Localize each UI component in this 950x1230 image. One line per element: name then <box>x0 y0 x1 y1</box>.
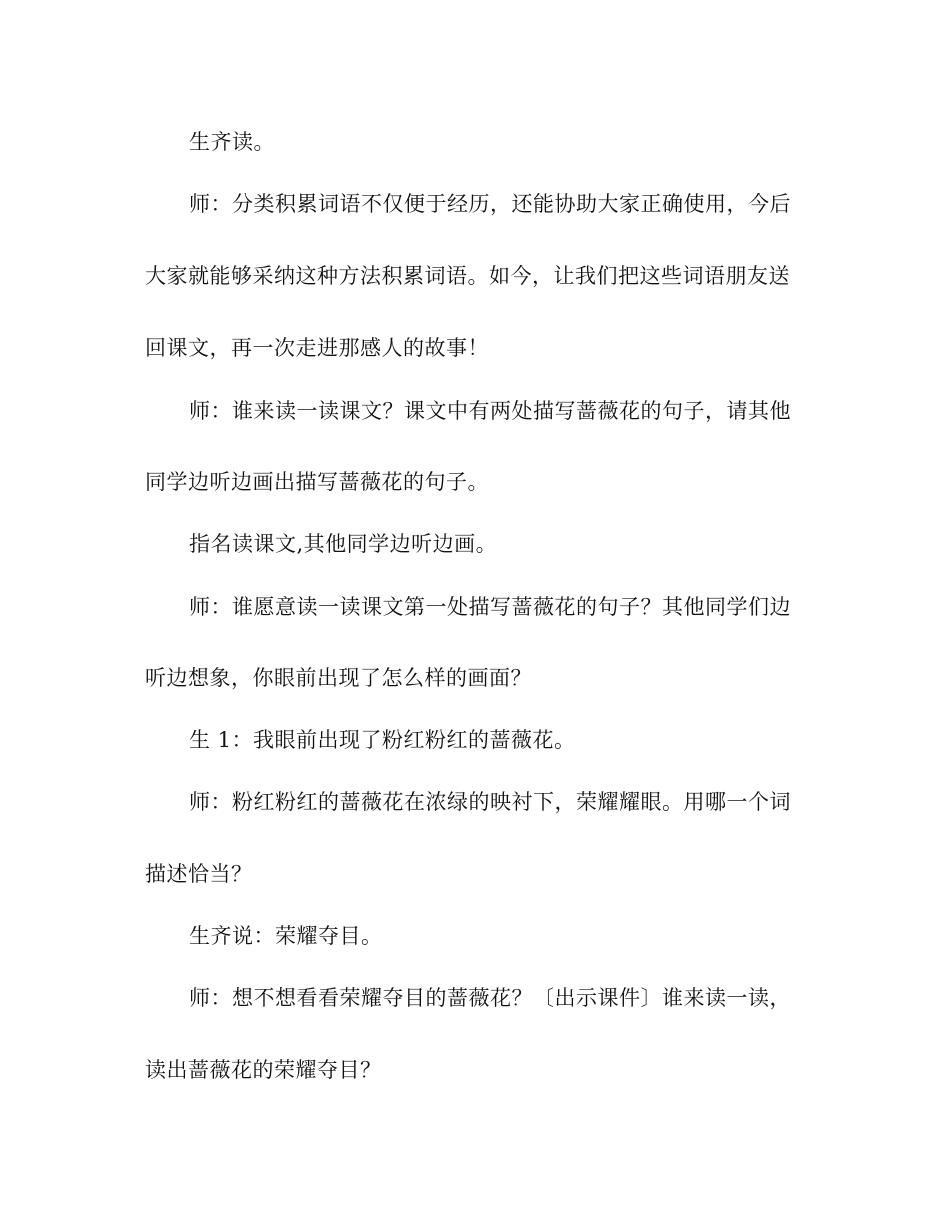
paragraph-line: 描述恰当？ <box>145 862 253 886</box>
paragraph-line: 指名读课文,其他同学边听边画。 <box>189 532 498 556</box>
paragraph-line: 听边想象，你眼前出现了怎么样的画面？ <box>145 666 532 690</box>
paragraph-line: 回课文，再一次走进那感人的故事！ <box>145 336 489 360</box>
paragraph-line: 师：想不想看看荣耀夺目的蔷薇花？〔出示课件〕谁来读一读， <box>189 986 791 1010</box>
paragraph-line: 大家就能够采纳这种方法积累词语。如今，让我们把这些词语朋友送 <box>145 264 790 288</box>
paragraph-line: 师：分类积累词语不仅便于经历，还能协助大家正确使用，今后 <box>189 192 791 216</box>
paragraph-line: 师：粉红粉红的蔷薇花在浓绿的映衬下，荣耀耀眼。用哪一个词 <box>189 790 791 814</box>
paragraph-line: 师：谁愿意读一读课文第一处描写蔷薇花的句子？其他同学们边 <box>189 595 791 619</box>
paragraph-line: 同学边听边画出描写蔷薇花的句子。 <box>145 470 489 494</box>
paragraph-line: 生齐说：荣耀夺目。 <box>189 924 383 948</box>
paragraph-line: 生 1：我眼前出现了粉红粉红的蔷薇花。 <box>189 728 576 752</box>
paragraph-line: 生齐读。 <box>189 130 275 154</box>
paragraph-line: 读出蔷薇花的荣耀夺目？ <box>145 1058 382 1082</box>
paragraph-line: 师：谁来读一读课文？课文中有两处描写蔷薇花的句子，请其他 <box>189 399 791 423</box>
